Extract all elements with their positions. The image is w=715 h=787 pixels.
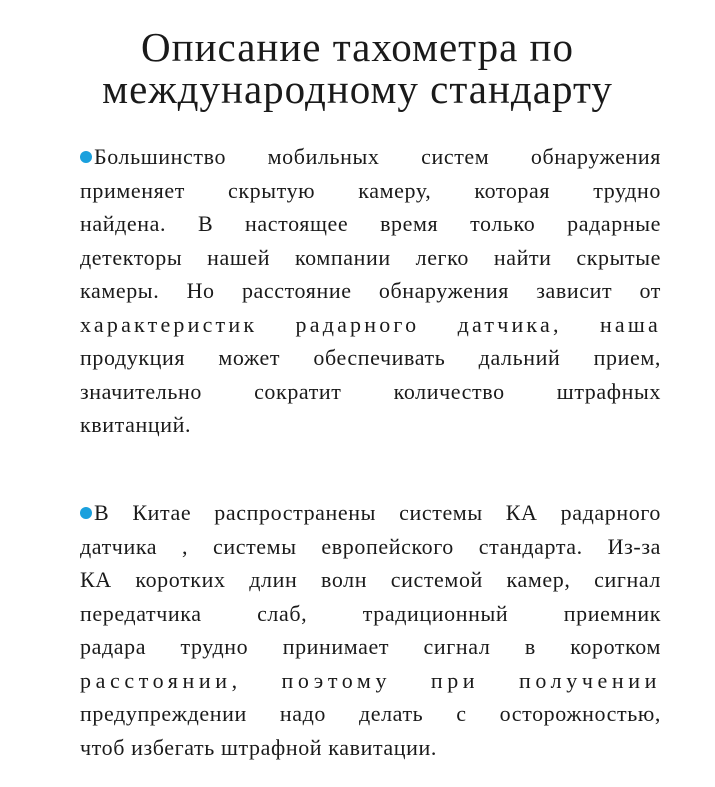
paragraph-2 xyxy=(80,496,661,764)
page-title-line-1: Описание тахометра по xyxy=(141,24,574,70)
page-title-line-2: международному стандарту xyxy=(102,66,613,112)
paragraph-1 xyxy=(80,140,661,442)
paragraph-line: предупреждении надо делать с осторожностью, xyxy=(80,701,661,726)
paragraph-line-text: Большинство мобильных систем обнаружения xyxy=(94,144,661,169)
paragraph-line xyxy=(80,496,661,530)
paragraph-line: найдена. В настоящее время только радарные xyxy=(80,211,661,236)
paragraph-line: квитанций. xyxy=(80,412,192,437)
paragraph-line: детекторы нашей компании легко найти скрытые xyxy=(80,244,661,270)
bullet-icon xyxy=(80,151,92,163)
bullet-icon xyxy=(80,507,92,519)
paragraph-line: датчика , системы европейского стандарта. Из-за xyxy=(80,533,661,559)
paragraph-line: камеры. Но расстояние обнаружения зависит от xyxy=(80,278,661,303)
paragraph-line: чтоб избегать штрафной кавитации. xyxy=(80,734,438,760)
paragraph-line: продукция может обеспечивать дальний прием, xyxy=(80,345,661,370)
paragraph-line: применяет скрытую камеру, которая трудно xyxy=(80,177,661,203)
paragraph-line: радара трудно принимает сигнал в коротком xyxy=(80,634,661,659)
paragraph-line xyxy=(80,140,661,174)
paragraph-line: КА коротких длин волн системой камер, сигнал xyxy=(80,567,661,592)
paragraph-line: характеристик радарного датчика, наша xyxy=(80,311,661,337)
paragraph-line-text: В Китае распространены системы КА радарного xyxy=(94,500,661,525)
paragraph-line: передатчика слаб, традиционный приемник xyxy=(80,600,661,626)
paragraph-line: значительно сократит количество штрафных xyxy=(80,378,661,404)
paragraph-line: расстоянии, поэтому при получении xyxy=(80,667,661,693)
page-title xyxy=(0,26,715,110)
